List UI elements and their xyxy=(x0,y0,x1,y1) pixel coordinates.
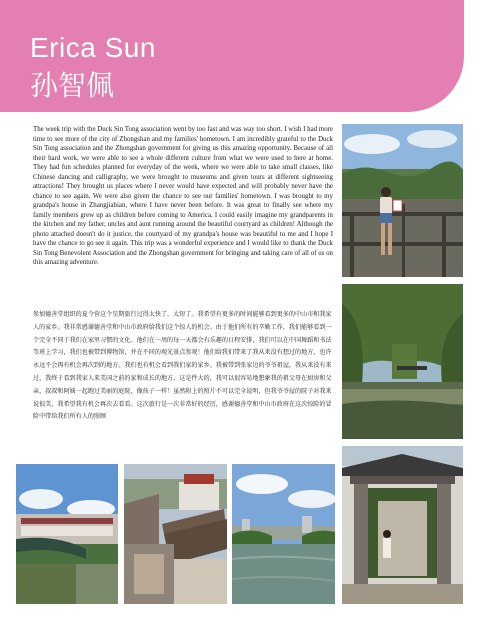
article-chinese: 参加德善堂组织的夏令营这个星期旅行过得太快了，太短了。我希望有更多的时间能够看到更多的中山市和我家人的家乡。我非常感谢德善堂和中山市政府给我们这个惊人的机会。由于他们所有的辛勤工作，我们能够看到一个完全不同于我们在家里习惯的文化。他们在一周的每一天都会有乐趣的日程安排，我们可以在中国舞蹈和书法等班上学习，我们也被带到博物馆，并在不同的观光景点参观！他们给我们带来了我从来没有想过的地方，也许永远不会再有机会再次到的地方。我们也有机会看到我们家的家乡。我被带到张家边的爷爷祖屋，我从来没有来过，我终于看到我家人来美国之前的家和成长的地方，这是件大的，我可以很容易地想象我的祖父母在厨房和父亲，叔叔和阿姨一起跑过美丽的庭院，像孩子一样！虽然附上的照片不可以完全说明，但我爷爷屋的院子对我来说很美，我希望我有机会再次去看看。这次旅行是一次非常好的经历，感谢德善堂和中山市政府在这次惊险的冒险中带给我们所有人的照顾 xyxy=(33,311,332,421)
photo-rooftops xyxy=(124,464,227,604)
photo-willow-river xyxy=(342,284,463,439)
header-banner xyxy=(0,0,464,112)
photo-girl-on-bridge xyxy=(342,124,463,277)
author-name-english: Erica Sun xyxy=(30,32,156,63)
photo-courtyard-gate xyxy=(342,446,463,604)
article-english: The week trip with the Duck Sin Tong association went by too fast and was way too short. I wish I had more time to see more of the city of Zhongshan and my families' hometown. I am incredibly grateful to the Duck Sin Tong association and the Zhongshan government for giving us this amazing opportunity. Because of all their hard work, we were able to see a whole different culture from what we were used to here at home. They had fun schedules planned for everyday of the week, where we were able to take small classes, like Chinese dancing and calligraphy, we were brought to museums and given tours at different sightseeing attractions! They brought us places where I never would have expected and will probably never have the chance to see again. We were also given the chance to see our families' hometown. I was brought to my grandpa's house in Zhangjiabian, where I have never been before. It was great to finally see where my family members grew up as children before coming to America. I could easily imagine my grandparents in the kitchen and my father, uncles and aunt running around the beautiful courtyard as children! Although the photo attached doesn't do it justice, the courtyard of my grandpa's house was beautiful to me and I hope I have the chance to go see it again. This trip was a wonderful experience and I would like to thank the Duck Sin Tong Benevolent Association and the Zhongshan government for bringing and taking care of all of us on this amazing adventure. xyxy=(33,126,333,266)
author-name-chinese: 孙智佩 xyxy=(30,69,115,102)
photo-modern-bridge xyxy=(16,464,118,604)
photo-city-river xyxy=(232,464,335,604)
